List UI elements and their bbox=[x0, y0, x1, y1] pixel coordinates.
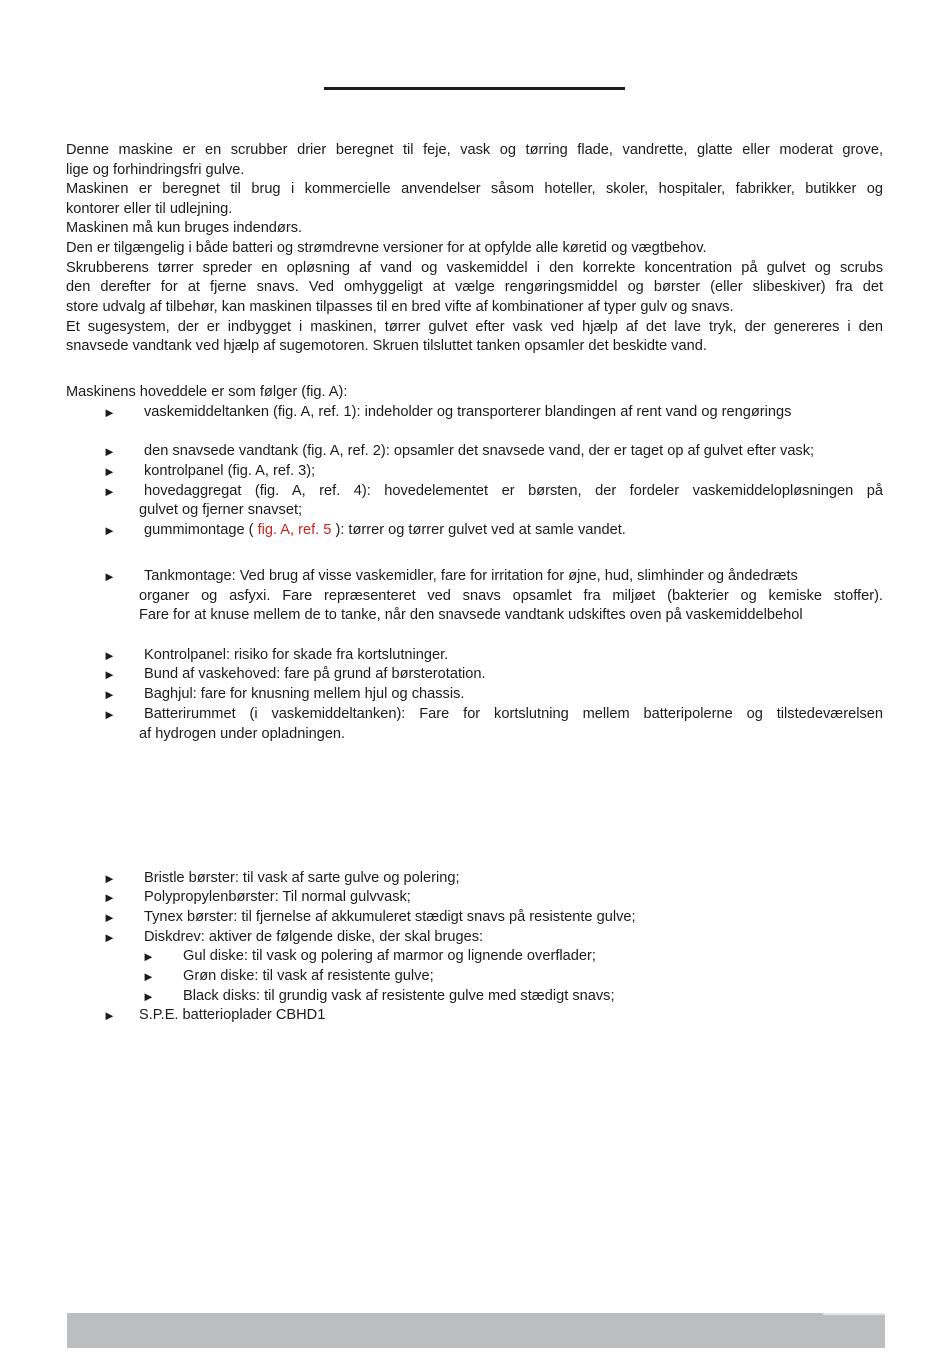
bullet-arrow-icon: ► bbox=[103, 405, 116, 420]
list-item-text: Grøn diske: til vask af resistente gulve; bbox=[183, 968, 434, 984]
bullet-arrow-icon: ► bbox=[103, 667, 116, 682]
parts-heading: Maskinens hoveddele er som følger (fig. A): bbox=[66, 384, 348, 400]
text-part: ): tørrer og tørrer gulvet ved at samle vandet. bbox=[335, 522, 626, 538]
intro-line: store udvalg af tilbehør, kan maskinen tilpasses til en bred vifte af kombinationer af typer gulv og snavs. bbox=[66, 299, 734, 315]
list-item-text: Polypropylenbørster: Til normal gulvvask; bbox=[144, 889, 411, 905]
bullet-arrow-icon: ► bbox=[103, 484, 116, 499]
list-item-text: hovedaggregat (fig. A, ref. 4): hovedelementet er børsten, der fordeler vaskemiddelopløsningen på bbox=[144, 483, 883, 499]
intro-line: Denne maskine er en scrubber drier beregnet til feje, vask og tørring flade, vandrette, glatte eller moderat grove, bbox=[66, 142, 883, 158]
bullet-arrow-icon: ► bbox=[103, 930, 116, 945]
intro-line: Et sugesystem, der er indbygget i maskinen, tørrer gulvet efter vask ved hjælp af det lave tryk, der genereres i den bbox=[66, 319, 883, 335]
list-item-text: Tynex børster: til fjernelse af akkumuleret stædigt snavs på resistente gulve; bbox=[144, 909, 636, 925]
intro-line: snavsede vandtank ved hjælp af sugemotoren. Skruen tilsluttet tanken opsamler det beskidte vand. bbox=[66, 338, 707, 354]
list-item-text: Gul diske: til vask og polering af marmor og lignende overflader; bbox=[183, 948, 596, 964]
bullet-arrow-icon: ► bbox=[103, 910, 116, 925]
list-item-text: Diskdrev: aktiver de følgende diske, der skal bruges: bbox=[144, 929, 484, 945]
intro-line: Maskinen må kun bruges indendørs. bbox=[66, 220, 303, 236]
bullet-arrow-icon: ► bbox=[103, 707, 116, 722]
bullet-arrow-icon: ► bbox=[103, 871, 116, 886]
bullet-arrow-icon: ► bbox=[103, 444, 116, 459]
bullet-arrow-icon: ► bbox=[142, 949, 155, 964]
bullet-arrow-icon: ► bbox=[103, 523, 116, 538]
list-item-text: Tankmontage: Ved brug af visse vaskemidler, fare for irritation for øjne, hud, slimhinder og åndedræts bbox=[144, 568, 798, 584]
text-part: gummimontage ( bbox=[144, 522, 254, 538]
title-underline bbox=[324, 87, 625, 90]
bullet-arrow-icon: ► bbox=[103, 464, 116, 479]
list-item-text: Bristle børster: til vask af sarte gulve og polering; bbox=[144, 870, 460, 886]
footer-bar-highlight bbox=[823, 1313, 885, 1315]
list-item-text: S.P.E. batterioplader CBHD1 bbox=[139, 1007, 326, 1023]
list-item-continuation: Fare for at knuse mellem de to tanke, når den snavsede vandtank udskiftes oven på vaskemiddelbehol bbox=[139, 607, 803, 623]
list-item-continuation: af hydrogen under opladningen. bbox=[139, 726, 346, 742]
footer-bar bbox=[67, 1313, 885, 1348]
list-item-text: vaskemiddeltanken (fig. A, ref. 1): indeholder og transporterer blandingen af rent vand og rengørings bbox=[144, 404, 792, 420]
list-item-text: Bund af vaskehoved: fare på grund af børsterotation. bbox=[144, 666, 486, 682]
bullet-arrow-icon: ► bbox=[103, 890, 116, 905]
intro-line: lige og forhindringsfri gulve. bbox=[66, 162, 245, 178]
list-item-text: Black disks: til grundig vask af resistente gulve med stædigt snavs; bbox=[183, 988, 615, 1004]
intro-line: Maskinen er beregnet til brug i kommercielle anvendelser såsom hoteller, skoler, hospitaler, fabrikker, butikker og bbox=[66, 181, 883, 197]
bullet-arrow-icon: ► bbox=[103, 648, 116, 663]
list-item-text: kontrolpanel (fig. A, ref. 3); bbox=[144, 463, 316, 479]
bullet-arrow-icon: ► bbox=[103, 1008, 116, 1023]
list-item-text: den snavsede vandtank (fig. A, ref. 2): opsamler det snavsede vand, der er taget op af gulvet efter vask; bbox=[144, 443, 815, 459]
bullet-arrow-icon: ► bbox=[142, 989, 155, 1004]
list-item-text: Batterirummet (i vaskemiddeltanken): Fare for kortslutning mellem batteripolerne og tilstedeværelsen bbox=[144, 706, 883, 722]
list-item-text bbox=[144, 521, 626, 541]
intro-line: den derefter for at fjerne snavs. Ved omhyggeligt at vælge rengøringsmiddel og børster (eller slibeskiver) fra det bbox=[66, 279, 883, 295]
intro-line: kontorer eller til udlejning. bbox=[66, 201, 233, 217]
list-item-text: Baghjul: fare for knusning mellem hjul og chassis. bbox=[144, 686, 465, 702]
intro-line: Den er tilgængelig i både batteri og strømdrevne versioner for at opfylde alle køretid og vægtbehov. bbox=[66, 240, 707, 256]
bullet-arrow-icon: ► bbox=[142, 969, 155, 984]
list-item-continuation: gulvet og fjerner snavset; bbox=[139, 502, 303, 518]
list-item-continuation: organer og asfyxi. Fare repræsenteret ved snavs opsamlet fra miljøet (bakterier og kemiske stoffer). bbox=[139, 588, 883, 604]
bullet-arrow-icon: ► bbox=[103, 569, 116, 584]
figure-reference-link[interactable]: fig. A, ref. 5 bbox=[257, 522, 332, 538]
bullet-arrow-icon: ► bbox=[103, 687, 116, 702]
intro-line: Skrubberens tørrer spreder en opløsning af vand og vaskemiddel i den korrekte koncentration på gulvet og scrubs bbox=[66, 260, 883, 276]
list-item-text: Kontrolpanel: risiko for skade fra kortslutninger. bbox=[144, 647, 449, 663]
